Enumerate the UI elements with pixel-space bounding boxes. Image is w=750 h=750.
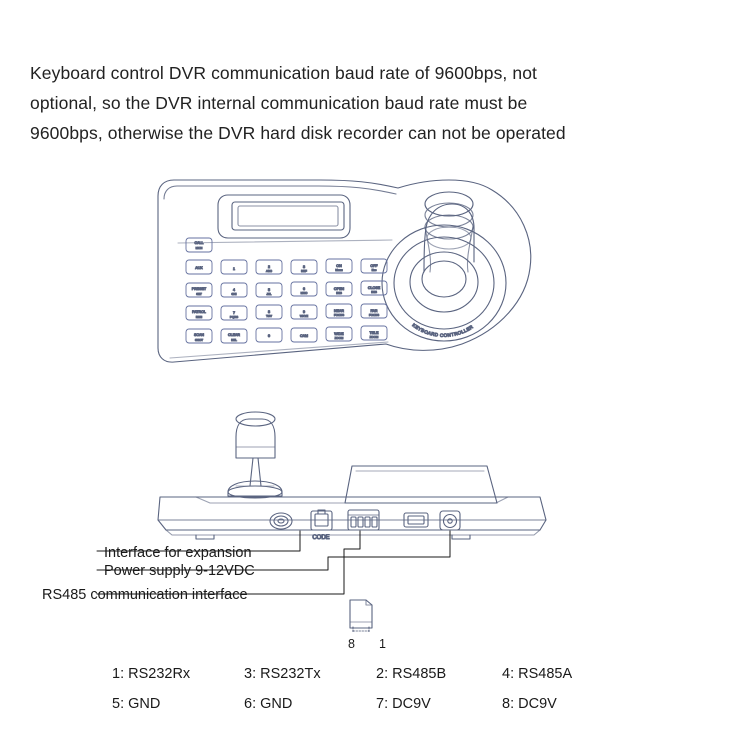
svg-text:IRIS: IRIS bbox=[371, 290, 377, 294]
pin-legend-cell: 4: RS485A bbox=[502, 666, 573, 682]
pin-legend bbox=[112, 666, 642, 726]
svg-text:AUX: AUX bbox=[195, 266, 203, 270]
svg-text:SHOT: SHOT bbox=[194, 338, 204, 342]
connector-pinout bbox=[350, 600, 372, 633]
svg-text:2: 2 bbox=[268, 265, 270, 269]
svg-text:DEF: DEF bbox=[301, 269, 307, 273]
svg-text:ON: ON bbox=[336, 264, 342, 268]
headline-line-3: 9600bps, otherwise the DVR hard disk recorder can not be operated bbox=[30, 123, 566, 143]
svg-text:CAM: CAM bbox=[300, 334, 308, 338]
svg-text:4: 4 bbox=[233, 288, 235, 292]
keyboard-rear-view bbox=[158, 412, 546, 541]
headline-line-2: optional, so the DVR internal communication baud rate must be bbox=[30, 93, 528, 113]
svg-text:SCAN: SCAN bbox=[194, 333, 204, 337]
callout-rs485-interface: RS485 communication interface bbox=[42, 587, 248, 603]
svg-text:Esc: Esc bbox=[371, 268, 377, 272]
svg-text:RUN: RUN bbox=[195, 315, 203, 319]
pin-legend-row bbox=[112, 696, 642, 712]
pin-legend-cell: 8: DC9V bbox=[502, 696, 557, 712]
pin-legend-cell: 1: RS232Rx bbox=[112, 666, 191, 682]
svg-text:PQRS: PQRS bbox=[229, 315, 239, 319]
keypad bbox=[186, 238, 387, 343]
dial-brand-text bbox=[408, 314, 486, 338]
svg-text:ZOOM: ZOOM bbox=[369, 335, 379, 339]
pin-legend-cell: 5: GND bbox=[112, 696, 161, 712]
svg-text:TUV: TUV bbox=[266, 314, 272, 318]
svg-text:1: 1 bbox=[233, 267, 235, 271]
svg-text:OPEN: OPEN bbox=[333, 287, 345, 291]
svg-text:MON: MON bbox=[195, 246, 203, 250]
svg-text:0: 0 bbox=[268, 334, 270, 338]
pin-legend-cell: 6: GND bbox=[244, 696, 293, 712]
page-title bbox=[30, 58, 730, 148]
pin-legend-cell: 3: RS232Tx bbox=[244, 666, 321, 682]
connector-pin-label-1: 1 bbox=[379, 637, 386, 651]
dial-brand-label: KEYBOARD CONTROLLER bbox=[411, 322, 475, 338]
svg-text:WXYZ: WXYZ bbox=[299, 314, 309, 318]
pin-legend-cell: 2: RS485B bbox=[376, 666, 447, 682]
svg-text:5: 5 bbox=[268, 288, 270, 292]
svg-text:ABC: ABC bbox=[266, 269, 272, 273]
svg-text:7: 7 bbox=[233, 311, 235, 315]
svg-text:CALL: CALL bbox=[194, 241, 204, 245]
svg-text:CLEAR: CLEAR bbox=[228, 333, 240, 337]
svg-text:WIDE: WIDE bbox=[334, 332, 344, 336]
connector-pin-label-8: 8 bbox=[348, 637, 355, 651]
svg-text:PRESET: PRESET bbox=[191, 287, 207, 291]
headline-line-1: Keyboard control DVR communication baud rate of 9600bps, not bbox=[30, 63, 537, 83]
svg-text:NEAR: NEAR bbox=[334, 309, 344, 313]
pin-legend-cell: 7: DC9V bbox=[376, 696, 431, 712]
svg-text:KEYBOARD CONTROLLER bbox=[411, 322, 474, 337]
callout-power-supply: Power supply 9-12VDC bbox=[104, 563, 255, 579]
svg-text:IRIS: IRIS bbox=[336, 291, 342, 295]
svg-text:8: 8 bbox=[268, 310, 270, 314]
svg-text:9: 9 bbox=[303, 310, 305, 314]
svg-text:GHI: GHI bbox=[231, 292, 237, 296]
svg-text:FAR: FAR bbox=[370, 309, 378, 313]
svg-text:PATROL: PATROL bbox=[192, 310, 206, 314]
svg-text:OFF: OFF bbox=[370, 264, 378, 268]
svg-text:ZOOM: ZOOM bbox=[334, 336, 344, 340]
svg-text:FOCUS: FOCUS bbox=[333, 313, 345, 317]
svg-text:Menu: Menu bbox=[335, 268, 343, 272]
svg-text:3: 3 bbox=[303, 265, 305, 269]
svg-text:CLOSE: CLOSE bbox=[367, 286, 381, 290]
svg-text:DEL: DEL bbox=[231, 338, 237, 342]
svg-text:SET: SET bbox=[196, 292, 202, 296]
svg-text:JKL: JKL bbox=[266, 292, 272, 296]
svg-text:6: 6 bbox=[303, 287, 305, 291]
svg-text:FOCUS: FOCUS bbox=[368, 313, 380, 317]
keypad-labels bbox=[192, 241, 381, 342]
keyboard-top-view bbox=[158, 180, 531, 362]
callout-interface-for-expansion: Interface for expansion bbox=[104, 545, 252, 561]
pin-legend-row bbox=[112, 666, 642, 682]
rear-port-label: CODE bbox=[312, 535, 330, 541]
svg-text:MNO: MNO bbox=[300, 291, 308, 295]
svg-text:TELE: TELE bbox=[369, 331, 379, 335]
